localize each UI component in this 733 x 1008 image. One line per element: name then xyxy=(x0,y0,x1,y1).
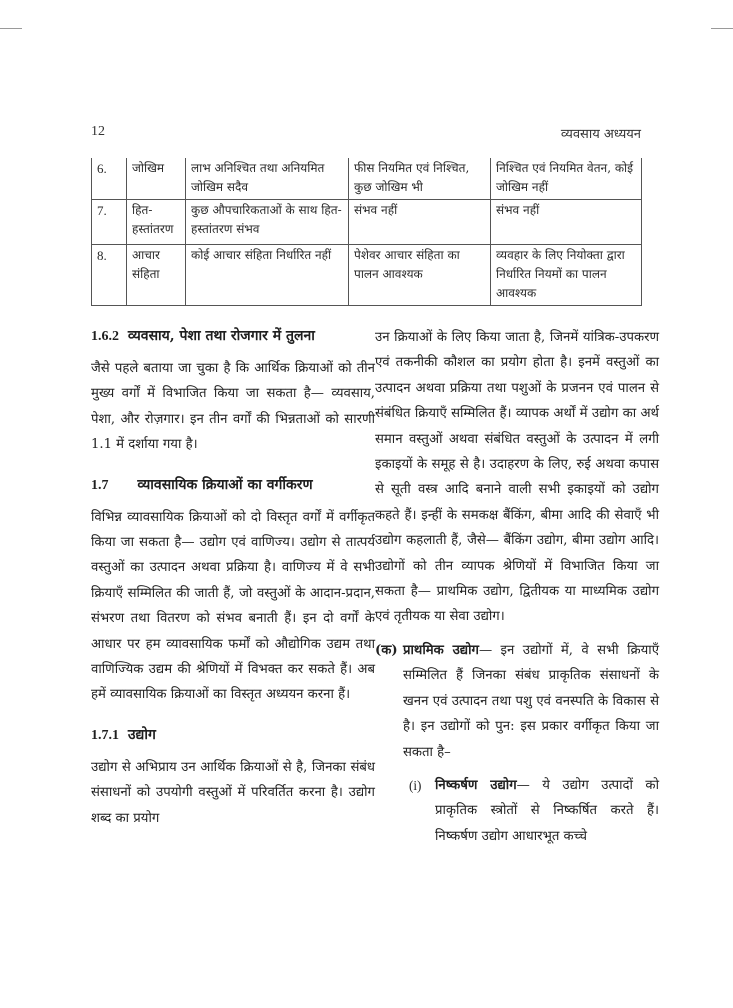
employment-cell: निश्चित एवं नियमित वेतन, कोई जोखिम नहीं xyxy=(491,158,642,200)
item-text: — इन उद्योगों में, वे सभी क्रियाएँ सम्मिलित हैं जिनका संबंध प्राकृतिक संसाधनों के खनन एवं उत्पादन तथा पशु एवं वनस्पति के विकास से है। इन उद्योगों को पुन: इस प्रकार वर्गीकृत किया जा सकता है– xyxy=(403,642,659,760)
attribute-cell: हित-हस्तांतरण xyxy=(127,200,186,245)
attribute-cell: आचार संहिता xyxy=(127,245,186,306)
profession-cell: संभव नहीं xyxy=(349,200,491,245)
row-number: 8. xyxy=(92,245,127,306)
list-marker: (i) xyxy=(409,777,422,793)
employment-cell: संभव नहीं xyxy=(491,200,642,245)
section-heading-1-7-1 xyxy=(91,724,375,747)
profession-cell: पेशेवर आचार संहिता का पालन आवश्यक xyxy=(349,245,491,306)
paragraph-continued: उन क्रियाओं के लिए किया जाता है, जिनमें यांत्रिक-उपकरण एवं तकनीकी कौशल का प्रयोग होता है। इनमें वस्तुओं का उत्पादन अथवा प्रक्रिया तथा पशुओं के प्रजनन एवं पालन से संबंधित क्रियाएँ सम्मिलित हैं। व्यापक अर्थों में उद्योग का अर्थ समान वस्तुओं अथवा संबंधित वस्तुओं के उत्पादन में लगी इकाइयों के समूह से है। उदाहरण के लिए, रुई अथवा कपास से सूती वस्त्र आदि बनाने वाली सभी इकाइयों को उद्योग कहते हैं। इन्हीं के समकक्ष बैंकिंग, बीमा आदि की सेवाएँ भी उद्योग कहलाती हैं, जैसे— बैंकिंग उद्योग, बीमा उद्योग आदि। उद्योगों को तीन व्यापक श्रेणियों में विभाजित किया जा सकता है— प्राथमिक उद्योग, द्वितीयक या माध्यमिक उद्योग एवं तृतीयक या सेवा उद्योग। xyxy=(375,330,659,625)
page-number: 12 xyxy=(91,124,105,139)
section-title: व्यावसायिक क्रियाओं का वर्गीकरण xyxy=(137,476,313,493)
section-heading-1-6-2 xyxy=(91,325,375,348)
table-row xyxy=(92,158,642,200)
term-extractive-industry: निष्कर्षण उद्योग xyxy=(435,777,517,793)
business-cell: कोई आचार संहिता निर्धारित नहीं xyxy=(186,245,349,306)
employment-cell: व्यवहार के लिए नियोक्ता द्वारा निर्धारित नियमों का पालन आवश्यक xyxy=(491,245,642,306)
table-row xyxy=(92,245,642,306)
item-text: — ये उद्योग उत्पादों को प्राकृतिक स्त्रोतों से निष्कर्षित करते हैं। निष्कर्षण उद्योग आधारभूत कच्चे xyxy=(435,777,659,844)
section-title: उद्योग xyxy=(127,726,156,743)
list-item-primary-industry xyxy=(375,638,659,765)
paragraph: विभिन्न व्यावसायिक क्रियाओं को दो विस्तृत वर्गों में वर्गीकृत किया जा सकता है— उद्योग एवं वाणिज्य। उद्योग से तात्पर्य वस्तुओं का उत्पादन अथवा प्रक्रिया है। वाणिज्य में वे सभी क्रियाएँ सम्मिलित की जाती हैं, जो वस्तुओं के आदान-प्रदान, संभरण तथा वितरण को संभव बनाती हैं। इन दो वर्गों के आधार पर हम व्यावसायिक फर्मों को औद्योगिक उद्यम तथा वाणिज्यिक उद्यम की श्रेणियों में विभक्त कर सकते हैं। अब हमें व्यावसायिक क्रियाओं का विस्तृत अध्ययन करना हैं। xyxy=(91,509,375,703)
list-marker: (क) xyxy=(375,642,398,658)
section-number: 1.7 xyxy=(91,477,109,493)
business-cell: लाभ अनिश्चित तथा अनियमित जोखिम सदैव xyxy=(186,158,349,200)
table-row xyxy=(92,200,642,245)
row-number: 6. xyxy=(92,158,127,200)
left-column xyxy=(91,325,375,831)
business-cell: कुछ औपचारिकताओं के साथ हित-हस्तांतरण संभव xyxy=(186,200,349,245)
right-column xyxy=(375,325,659,849)
row-number: 7. xyxy=(92,200,127,245)
paragraph: उद्योग से अभिप्राय उन आर्थिक क्रियाओं से है, जिनका संबंध संसाधनों को उपयोगी वस्तुओं में परिवर्तित करना है। उद्योग शब्द का प्रयोग xyxy=(91,759,375,826)
section-number: 1.7.1 xyxy=(91,727,119,743)
section-number: 1.6.2 xyxy=(91,329,119,344)
profession-cell: फीस नियमित एवं निश्चित, कुछ जोखिम भी xyxy=(349,158,491,200)
section-heading-1-7 xyxy=(91,474,375,497)
crop-mark-right xyxy=(711,28,733,29)
paragraph: जैसे पहले बताया जा चुका है कि आर्थिक क्रियाओं को तीन मुख्य वर्गों में विभाजित किया जा सकता है— व्यवसाय, पेशा, और रोज़गार। इन तीन वर्गों की भिन्नताओं को सारणी 1.1 में दर्शाया गया है। xyxy=(91,361,375,453)
term-primary-industry: प्राथमिक उद्योग xyxy=(403,642,479,658)
crop-mark-left xyxy=(0,28,22,29)
section-title: व्यवसाय, पेशा तथा रोजगार में तुलना xyxy=(127,328,315,344)
comparison-table xyxy=(91,158,642,306)
running-head: व्यवसाय अध्ययन xyxy=(560,127,641,142)
attribute-cell: जोखिम xyxy=(127,158,186,200)
list-item-extractive-industry xyxy=(375,773,659,849)
